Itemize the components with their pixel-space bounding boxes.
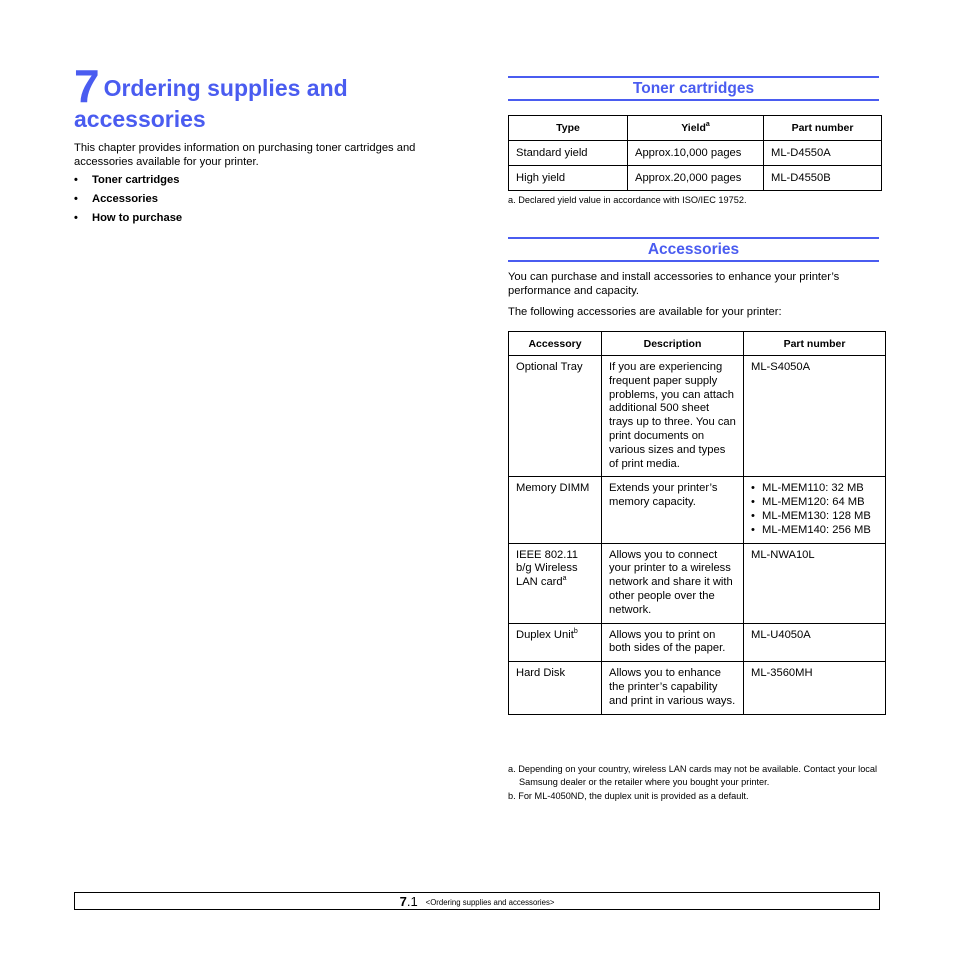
cell-yield: Approx.20,000 pages — [628, 166, 764, 191]
cell-description: Allows you to connect your printer to a wireless network and share it with other people over the network. — [602, 543, 744, 623]
page-number: 7.1 — [399, 894, 418, 909]
table-row — [509, 141, 882, 166]
cell-part: ML-U4050A — [744, 623, 886, 662]
cell-description: Extends your printer’s memory capacity. — [602, 477, 744, 543]
accessories-intro: You can purchase and install accessories to enhance your printer’s performance and capacity. — [508, 271, 840, 297]
footnote-mark: a — [705, 121, 710, 128]
accessories-table — [508, 331, 886, 715]
chapter-title — [74, 60, 474, 136]
list-item: • ML-MEM120: 64 MB — [751, 496, 878, 510]
accessories-intro-2: The following accessories are available for your printer: — [508, 306, 782, 318]
cell-part: ML-D4550A — [764, 141, 882, 166]
cell-part: ML-S4050A — [744, 356, 886, 477]
cell-yield: Approx.10,000 pages — [628, 141, 764, 166]
cell-description: Allows you to enhance the printer’s capability and print in various ways. — [602, 662, 744, 714]
topic-accessories[interactable]: • Accessories — [74, 191, 182, 210]
chapter-number: 7 — [74, 60, 100, 112]
list-item: • ML-MEM140: 256 MB — [751, 524, 878, 538]
table-row — [509, 166, 882, 191]
col-description: Description — [602, 332, 744, 356]
col-accessory: Accessory — [509, 332, 602, 356]
chapter-title-text: Ordering supplies and accessories — [74, 75, 348, 132]
footer-title: <Ordering supplies and accessories> — [425, 898, 555, 907]
toner-table — [508, 115, 882, 191]
footnote-mark: a — [562, 575, 567, 583]
topic-how-to-purchase[interactable]: • How to purchase — [74, 210, 182, 229]
table-row — [509, 477, 886, 543]
topic-toner-cartridges[interactable]: • Toner cartridges — [74, 172, 182, 191]
accessories-footnote-b: b. For ML-4050ND, the duplex unit is provided as a default. — [508, 791, 749, 801]
accessories-footnote-a: a. Depending on your country, wireless LAN cards may not be available. Contact your local Samsung dealer or the retailer where you bought your printer. — [508, 764, 878, 787]
cell-description: Allows you to print on both sides of the paper. — [602, 623, 744, 662]
cell-accessory: Duplex Unit$^b$ — [509, 623, 602, 662]
table-row — [509, 623, 886, 662]
table-row — [509, 356, 886, 477]
list-item: • ML-MEM130: 128 MB — [751, 510, 878, 524]
col-yield: Yield$^a$ — [628, 116, 764, 141]
chapter-topics — [74, 172, 182, 229]
col-type: Type — [509, 116, 628, 141]
cell-type: High yield — [509, 166, 628, 191]
cell-part — [744, 477, 886, 543]
toner-heading: Toner cartridges — [508, 76, 879, 101]
cell-accessory: Memory DIMM — [509, 477, 602, 543]
memory-part-list — [751, 482, 878, 537]
table-header-row — [509, 332, 886, 356]
table-row — [509, 543, 886, 623]
table-row — [509, 662, 886, 714]
footnote-mark: b — [573, 627, 578, 635]
toner-footnote: a. Declared yield value in accordance with ISO/IEC 19752. — [508, 195, 747, 205]
cell-type: Standard yield — [509, 141, 628, 166]
cell-description: If you are experiencing frequent paper supply problems, you can attach additional 500 sheet trays up to three. You can print documents on various sizes and types of print media. — [602, 356, 744, 477]
chapter-intro: This chapter provides information on purchasing toner cartridges and accessories available for your printer. — [74, 142, 416, 168]
cell-part: ML-D4550B — [764, 166, 882, 191]
cell-part: ML-NWA10L — [744, 543, 886, 623]
cell-accessory: IEEE 802.11 b/g Wireless LAN card$^a$ — [509, 543, 602, 623]
accessories-heading: Accessories — [508, 237, 879, 262]
list-item: • ML-MEM110: 32 MB — [751, 482, 878, 496]
col-part-number: Part number — [744, 332, 886, 356]
table-header-row — [509, 116, 882, 141]
cell-part: ML-3560MH — [744, 662, 886, 714]
page-footer — [74, 892, 880, 910]
cell-accessory: Hard Disk — [509, 662, 602, 714]
cell-accessory: Optional Tray — [509, 356, 602, 477]
col-part-number: Part number — [764, 116, 882, 141]
